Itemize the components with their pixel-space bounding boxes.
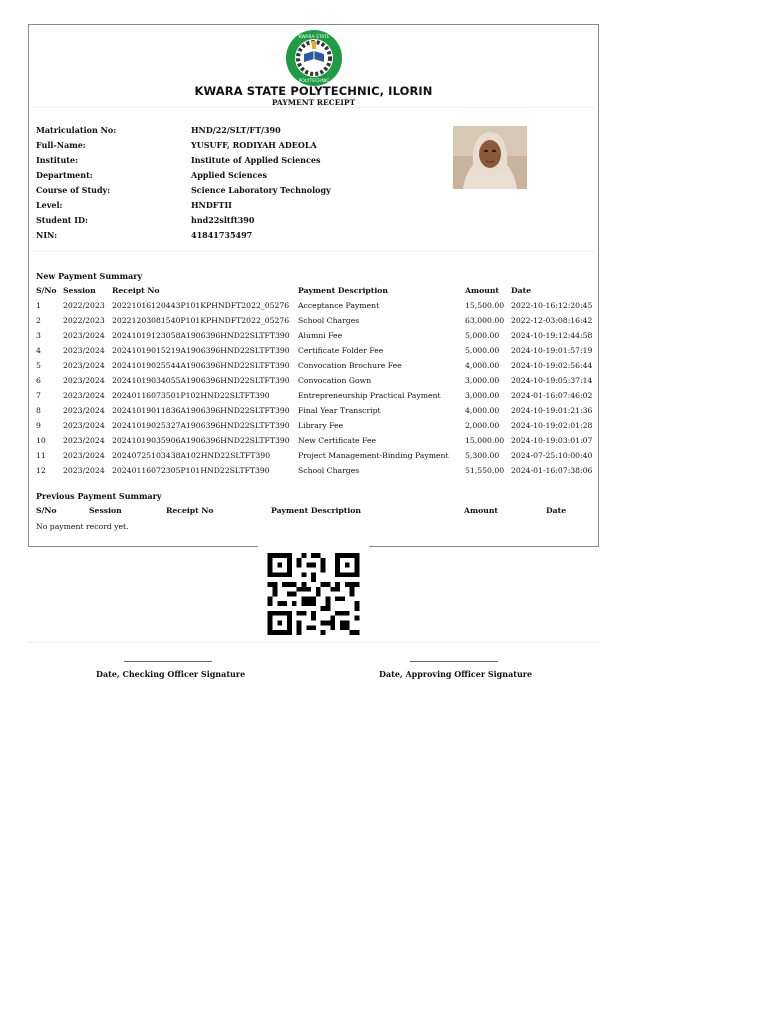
info-label: Matriculation No: <box>36 125 117 135</box>
info-value: hnd22sltft390 <box>191 215 255 225</box>
cell-description: Certificate Folder Fee <box>298 346 384 355</box>
info-row-level <box>36 200 336 215</box>
cell-receipt: 20241019011836A1906396HND22SLTFT390 <box>112 406 290 415</box>
cell-description: Library Fee <box>298 421 344 430</box>
approving-officer-signature-label: Date, Approving Officer Signature <box>379 669 533 679</box>
info-label: Institute: <box>36 155 79 165</box>
previous-payment-title: Previous Payment Summary <box>36 491 162 501</box>
cell-sno: 4 <box>36 346 41 355</box>
info-label: NIN: <box>36 230 58 240</box>
cell-receipt: 20240725103438A102HND22SLTFT390 <box>112 451 271 460</box>
footer-divider <box>28 642 599 643</box>
col-amount: Amount <box>464 506 498 515</box>
cell-sno: 2 <box>36 316 41 325</box>
cell-date: 2024-10-19:01:57:19 <box>511 346 593 355</box>
info-value: Institute of Applied Sciences <box>191 155 321 165</box>
checking-signature-line <box>124 661 212 662</box>
cell-sno: 8 <box>36 406 41 415</box>
cell-description: Convocation Gown <box>298 376 372 385</box>
payment-receipt <box>28 24 599 547</box>
col-receipt: Receipt No <box>112 286 160 295</box>
svg-text:KWARA STATE: KWARA STATE <box>298 35 330 40</box>
info-label: Full-Name: <box>36 140 86 150</box>
cell-amount: 4,000.00 <box>465 361 500 370</box>
qr-code <box>266 553 361 635</box>
cell-session: 2022/2023 <box>63 316 105 325</box>
cell-description: Entrepreneurship Practical Payment <box>298 391 441 400</box>
cell-session: 2023/2024 <box>63 391 105 400</box>
cell-receipt: 20241019035906A1906396HND22SLTFT390 <box>112 436 290 445</box>
cell-receipt: 20241019025544A1906396HND22SLTFT390 <box>112 361 290 370</box>
info-label: Level: <box>36 200 63 210</box>
info-value: HND/22/SLT/FT/390 <box>191 125 281 135</box>
col-description: Payment Description <box>271 506 361 515</box>
info-row-matric <box>36 125 336 140</box>
cell-session: 2023/2024 <box>63 451 105 460</box>
cell-sno: 10 <box>36 436 46 445</box>
cell-sno: 12 <box>36 466 46 475</box>
checking-officer-signature-label: Date, Checking Officer Signature <box>96 669 246 679</box>
info-value: HNDFTII <box>191 200 232 210</box>
cell-date: 2024-01-16:07:38:06 <box>511 466 593 475</box>
approving-signature-line <box>410 661 498 662</box>
cell-session: 2022/2023 <box>63 301 105 310</box>
cell-session: 2023/2024 <box>63 346 105 355</box>
cell-receipt: 20241019015219A1906396HND22SLTFT390 <box>112 346 290 355</box>
cell-date: 2024-10-19:03:01:07 <box>511 436 593 445</box>
col-session: Session <box>89 506 122 515</box>
cell-sno: 3 <box>36 331 41 340</box>
cell-date: 2024-10-19:02:56:44 <box>511 361 593 370</box>
col-date: Date <box>546 506 567 515</box>
student-photo <box>453 126 527 189</box>
cell-description: Acceptance Payment <box>298 301 380 310</box>
cell-amount: 5,300.00 <box>465 451 500 460</box>
cell-amount: 2,000.00 <box>465 421 500 430</box>
col-sno: S/No <box>36 506 57 515</box>
cell-description: New Certificate Fee <box>298 436 377 445</box>
cell-date: 2022-12-03:08:16:42 <box>511 316 593 325</box>
info-row-student-id <box>36 215 336 230</box>
border-gap <box>258 544 369 550</box>
cell-session: 2023/2024 <box>63 421 105 430</box>
cell-amount: 63,000.00 <box>465 316 505 325</box>
cell-amount: 4,000.00 <box>465 406 500 415</box>
cell-sno: 1 <box>36 301 41 310</box>
new-payment-title: New Payment Summary <box>36 271 143 281</box>
cell-sno: 5 <box>36 361 41 370</box>
col-amount: Amount <box>465 286 499 295</box>
cell-receipt: 20221016120443P101KPHNDFT2022_05276 <box>112 301 290 310</box>
cell-date: 2024-07-25:10:00:40 <box>511 451 593 460</box>
info-value: 41841735497 <box>191 230 253 240</box>
cell-sno: 11 <box>36 451 46 460</box>
cell-amount: 15,000.00 <box>465 436 505 445</box>
cell-date: 2024-10-19:12:44:58 <box>511 331 593 340</box>
polytechnic-logo <box>281 29 347 87</box>
cell-sno: 7 <box>36 391 41 400</box>
cell-receipt: 20221203081540P101KPHNDFT2022_05276 <box>112 316 290 325</box>
cell-description: School Charges <box>298 316 360 325</box>
divider <box>33 107 594 108</box>
col-session: Session <box>63 286 96 295</box>
student-info <box>36 125 336 245</box>
cell-sno: 6 <box>36 376 41 385</box>
divider <box>33 251 594 252</box>
cell-description: School Charges <box>298 466 360 475</box>
cell-description: Alumni Fee <box>298 331 343 340</box>
cell-amount: 5,000.00 <box>465 331 500 340</box>
info-row-institute <box>36 155 336 170</box>
info-label: Course of Study: <box>36 185 111 195</box>
info-row-fullname <box>36 140 336 155</box>
info-value: YUSUFF, RODIYAH ADEOLA <box>191 140 317 150</box>
cell-receipt: 20241019034055A1906396HND22SLTFT390 <box>112 376 290 385</box>
cell-receipt: 20241019025327A1906396HND22SLTFT390 <box>112 421 290 430</box>
cell-amount: 15,500.00 <box>465 301 505 310</box>
cell-description: Final Year Transcript <box>298 406 381 415</box>
cell-date: 2024-10-19:02:01:28 <box>511 421 593 430</box>
col-sno: S/No <box>36 286 57 295</box>
cell-session: 2023/2024 <box>63 361 105 370</box>
cell-date: 2024-10-19:01:21:36 <box>511 406 593 415</box>
info-label: Department: <box>36 170 93 180</box>
cell-sno: 9 <box>36 421 41 430</box>
col-date: Date <box>511 286 532 295</box>
cell-receipt: 20240116073501P102HND22SLTFT390 <box>112 391 270 400</box>
info-value: Science Laboratory Technology <box>191 185 331 195</box>
cell-date: 2024-01-16:07:46:02 <box>511 391 593 400</box>
document-title: PAYMENT RECEIPT <box>271 98 356 107</box>
cell-session: 2023/2024 <box>63 331 105 340</box>
cell-amount: 51,550.00 <box>465 466 505 475</box>
info-label: Student ID: <box>36 215 88 225</box>
cell-date: 2024-10-19:05:37:14 <box>511 376 593 385</box>
cell-session: 2023/2024 <box>63 466 105 475</box>
empty-message: No payment record yet. <box>36 522 129 531</box>
cell-description: Convocation Brochure Fee <box>298 361 402 370</box>
info-value: Applied Sciences <box>191 170 267 180</box>
col-receipt: Receipt No <box>166 506 214 515</box>
cell-session: 2023/2024 <box>63 406 105 415</box>
cell-receipt: 20240116072305P101HND22SLTFT390 <box>112 466 270 475</box>
col-description: Payment Description <box>298 286 388 295</box>
info-row-course <box>36 185 336 200</box>
cell-session: 2023/2024 <box>63 436 105 445</box>
svg-text:POLYTECHNIC: POLYTECHNIC <box>298 79 330 84</box>
cell-amount: 3,000.00 <box>465 376 500 385</box>
cell-session: 2023/2024 <box>63 376 105 385</box>
cell-amount: 5,000.00 <box>465 346 500 355</box>
info-row-nin <box>36 230 336 245</box>
institution-name: KWARA STATE POLYTECHNIC, ILORIN <box>194 84 433 98</box>
info-row-department <box>36 170 336 185</box>
cell-date: 2022-10-16:12:20:45 <box>511 301 593 310</box>
cell-receipt: 20241019123058A1906396HND22SLTFT390 <box>112 331 290 340</box>
cell-description: Project Management-Binding Payment <box>298 451 449 460</box>
cell-amount: 3,000.00 <box>465 391 500 400</box>
